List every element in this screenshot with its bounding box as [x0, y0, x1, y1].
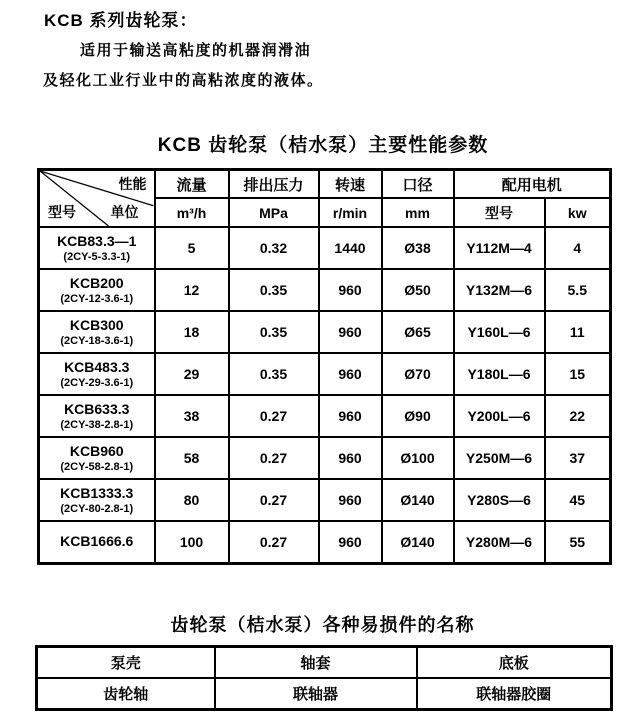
perf-table-row [39, 437, 611, 479]
diameter-cell: Ø100 [382, 437, 454, 479]
model-alias: (2CY-12-3.6-1) [60, 292, 134, 305]
speed-cell: 960 [319, 437, 382, 479]
flow-cell: 58 [155, 437, 229, 479]
flow-cell: 29 [155, 353, 229, 395]
perf-table-row [39, 395, 611, 437]
model-name: KCB200 [69, 275, 124, 292]
diameter-cell: Ø140 [382, 479, 454, 521]
speed-cell: 960 [319, 395, 382, 437]
power-cell: 37 [545, 437, 611, 479]
corner-label-unit: 单位 [110, 204, 139, 220]
pressure-cell: 0.32 [229, 227, 319, 269]
speed-cell: 960 [319, 311, 382, 353]
diameter-cell: Ø140 [382, 521, 454, 564]
subheader-motor-power: kw [545, 198, 611, 227]
part-name-cell: 齿轮轴 [37, 678, 215, 710]
model-alias: (2CY-18-3.6-1) [60, 334, 134, 347]
motor-cell: Y132M—6 [454, 269, 545, 311]
model-cell [39, 437, 155, 479]
subheader-motor-model: 型号 [454, 198, 545, 227]
intro-line-1: 适用于输送高粘度的机器润滑油 [80, 42, 312, 59]
power-cell: 55 [545, 521, 611, 564]
perf-table-title: KCB 齿轮泵（桔水泵）主要性能参数 [157, 135, 489, 156]
speed-cell: 960 [319, 521, 382, 564]
diameter-cell: Ø70 [382, 353, 454, 395]
motor-cell: Y180L—6 [454, 353, 545, 395]
parts-table-row [37, 647, 612, 679]
power-cell: 22 [545, 395, 611, 437]
flow-cell: 18 [155, 311, 229, 353]
unit-flow: m³/h [155, 198, 229, 227]
model-cell [39, 395, 155, 437]
model-alias: (2CY-38-2.8-1) [60, 418, 134, 431]
perf-table-row [39, 353, 611, 395]
diameter-cell: Ø50 [382, 269, 454, 311]
parts-table-title: 齿轮泵（桔水泵）各种易损件的名称 [170, 615, 475, 635]
col-header-pressure: 排出压力 [229, 170, 319, 199]
motor-cell: Y112M—4 [454, 227, 545, 269]
part-name-cell: 联轴器胶圈 [417, 678, 612, 710]
intro-line-2: 及轻化工业行业中的高粘浓度的液体。 [43, 72, 324, 89]
motor-cell: Y250M—6 [454, 437, 545, 479]
model-alias: (2CY-5-3.3-1) [63, 250, 131, 263]
diameter-cell: Ø65 [382, 311, 454, 353]
parts-table [35, 645, 613, 711]
part-name-cell: 轴套 [215, 647, 417, 679]
motor-cell: Y280M—6 [454, 521, 545, 564]
unit-pressure: MPa [229, 198, 319, 227]
speed-cell: 960 [319, 353, 382, 395]
motor-cell: Y280S—6 [454, 479, 545, 521]
speed-cell: 960 [319, 269, 382, 311]
part-name-cell: 泵壳 [37, 647, 215, 679]
perf-table [37, 168, 612, 565]
pressure-cell: 0.27 [229, 437, 319, 479]
model-cell [39, 479, 155, 521]
model-name: KCB960 [69, 443, 124, 460]
doc-heading: KCB 系列齿轮泵： [44, 11, 198, 30]
pressure-cell: 0.35 [229, 311, 319, 353]
flow-cell: 80 [155, 479, 229, 521]
pressure-cell: 0.27 [229, 521, 319, 564]
col-header-diameter: 口径 [382, 170, 454, 199]
perf-table-row [39, 269, 611, 311]
flow-cell: 5 [155, 227, 229, 269]
speed-cell: 1440 [319, 227, 382, 269]
pressure-cell: 0.27 [229, 395, 319, 437]
model-alias: (2CY-58-2.8-1) [60, 460, 134, 473]
model-cell [39, 269, 155, 311]
model-cell [39, 521, 155, 564]
part-name-cell: 联轴器 [215, 678, 417, 710]
pressure-cell: 0.35 [229, 269, 319, 311]
power-cell: 11 [545, 311, 611, 353]
motor-cell: Y160L—6 [454, 311, 545, 353]
unit-diameter: mm [382, 198, 454, 227]
pressure-cell: 0.35 [229, 353, 319, 395]
power-cell: 5.5 [545, 269, 611, 311]
parts-table-row [37, 678, 612, 710]
perf-table-row [39, 311, 611, 353]
model-name: KCB83.3—1 [57, 233, 137, 250]
model-alias: (2CY-80-2.8-1) [60, 502, 134, 515]
perf-table-row [39, 521, 611, 564]
model-name: KCB1666.6 [60, 533, 134, 550]
corner-label-model: 型号 [48, 204, 76, 220]
power-cell: 45 [545, 479, 611, 521]
model-alias: (2CY-29-3.6-1) [60, 376, 134, 389]
perf-table-row [39, 227, 611, 269]
unit-speed: r/min [319, 198, 382, 227]
diameter-cell: Ø90 [382, 395, 454, 437]
motor-cell: Y200L—6 [454, 395, 545, 437]
model-name: KCB300 [69, 317, 124, 334]
model-cell [39, 353, 155, 395]
part-name-cell: 底板 [417, 647, 612, 679]
col-header-speed: 转速 [319, 170, 382, 199]
model-name: KCB483.3 [64, 359, 130, 376]
speed-cell: 960 [319, 479, 382, 521]
model-name: KCB633.3 [64, 401, 130, 418]
model-cell [39, 227, 155, 269]
col-header-flow: 流量 [155, 170, 229, 199]
perf-table-row [39, 479, 611, 521]
power-cell: 15 [545, 353, 611, 395]
pressure-cell: 0.27 [229, 479, 319, 521]
model-cell [39, 311, 155, 353]
col-header-motor: 配用电机 [454, 170, 611, 199]
diameter-cell: Ø38 [382, 227, 454, 269]
power-cell: 4 [545, 227, 611, 269]
flow-cell: 12 [155, 269, 229, 311]
corner-label-performance: 性能 [118, 176, 147, 192]
flow-cell: 100 [155, 521, 229, 564]
corner-cell [39, 170, 155, 228]
model-name: KCB1333.3 [60, 485, 134, 502]
flow-cell: 38 [155, 395, 229, 437]
